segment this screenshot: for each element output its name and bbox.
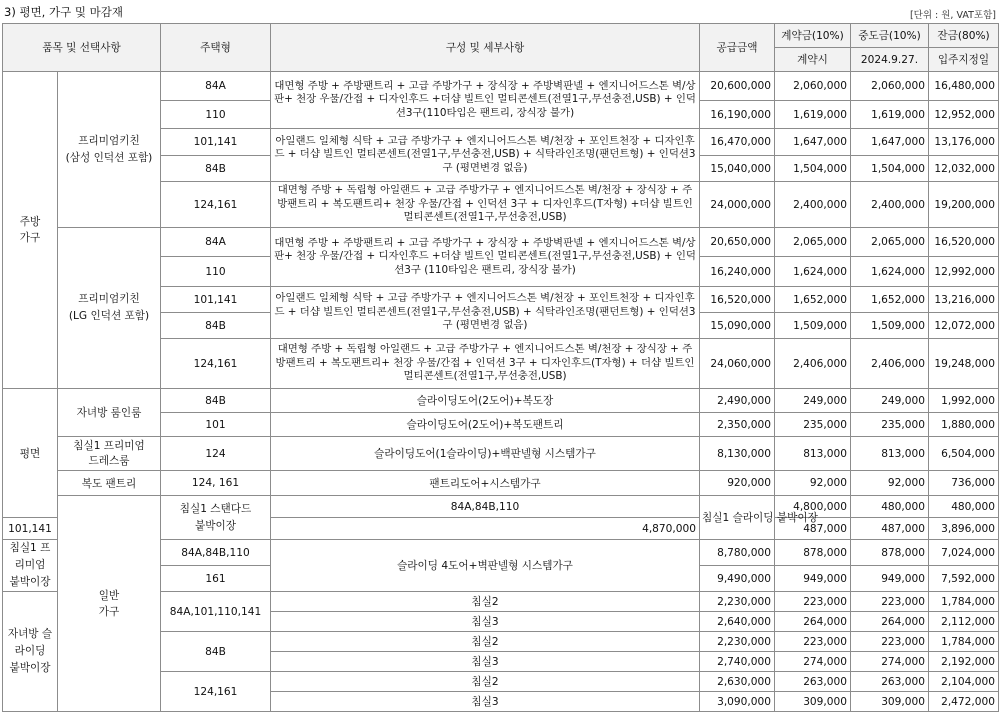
price-cell: 4,800,000 xyxy=(775,496,851,518)
header-detail: 구성 및 세부사항 xyxy=(271,24,700,72)
balance-cell: 7,024,000 xyxy=(929,540,999,566)
section-title: 3) 평면, 가구 및 마감재 xyxy=(4,5,123,19)
type-cell: 101,141 xyxy=(161,287,271,313)
contract-cell: 235,000 xyxy=(775,413,851,437)
header-item: 품목 및 선택사항 xyxy=(3,24,161,72)
header-type: 주택형 xyxy=(161,24,271,72)
table-row xyxy=(3,389,999,413)
detail-cell: 침실2 xyxy=(271,592,700,612)
price-cell: 2,490,000 xyxy=(700,389,775,413)
balance-cell: 12,072,000 xyxy=(929,313,999,339)
detail-cell: 슬라이딩도어(2도어)+복도팬트리 xyxy=(271,413,700,437)
price-cell: 920,000 xyxy=(700,471,775,496)
subgroup-lg: 프리미엄키친 (LG 인덕션 포함) xyxy=(58,228,161,389)
balance-cell: 6,504,000 xyxy=(929,437,999,471)
balance-cell: 12,952,000 xyxy=(929,101,999,129)
contract-cell: 949,000 xyxy=(775,566,851,592)
middle-cell: 813,000 xyxy=(851,437,929,471)
price-cell: 2,740,000 xyxy=(700,652,775,672)
balance-cell: 12,992,000 xyxy=(929,257,999,287)
contract-cell: 1,652,000 xyxy=(775,287,851,313)
balance-cell: 19,248,000 xyxy=(929,339,999,389)
balance-cell: 2,472,000 xyxy=(929,692,999,712)
price-cell: 2,630,000 xyxy=(700,672,775,692)
middle-cell: 878,000 xyxy=(851,540,929,566)
balance-cell: 13,176,000 xyxy=(929,129,999,156)
contract-cell: 2,065,000 xyxy=(775,228,851,257)
middle-cell: 949,000 xyxy=(851,566,929,592)
price-cell: 9,490,000 xyxy=(700,566,775,592)
price-cell: 8,130,000 xyxy=(700,437,775,471)
contract-cell: 878,000 xyxy=(775,540,851,566)
contract-cell: 1,509,000 xyxy=(775,313,851,339)
header-row xyxy=(3,24,999,48)
contract-cell: 223,000 xyxy=(775,632,851,652)
detail-cell: 슬라이딩도어(2도어)+복도장 xyxy=(271,389,700,413)
middle-cell: 92,000 xyxy=(851,471,929,496)
balance-cell: 16,480,000 xyxy=(929,72,999,101)
type-cell: 84B xyxy=(161,632,271,672)
detail-cell: 침실2 xyxy=(271,632,700,652)
balance-cell: 7,592,000 xyxy=(929,566,999,592)
price-cell: 20,650,000 xyxy=(700,228,775,257)
type-cell: 84A,101,110,141 xyxy=(161,592,271,632)
price-cell: 15,040,000 xyxy=(700,156,775,182)
balance-cell: 2,112,000 xyxy=(929,612,999,632)
middle-cell: 249,000 xyxy=(851,389,929,413)
table-row xyxy=(3,496,999,518)
price-table xyxy=(2,23,999,712)
balance-cell: 1,784,000 xyxy=(929,632,999,652)
detail-cell: 아일랜드 일체형 식탁 + 고급 주방가구 + 엔지니어드스톤 벽/천장 + 포인트천장 + 디자인후드 + 더샵 빌트인 멀티콘센트(전열1구,무선충전,USB) + 식탁라인조명(팬던트형) + 인덕션3구 (평면변경 없음) xyxy=(271,287,700,339)
price-cell: 16,470,000 xyxy=(700,129,775,156)
type-cell: 124 xyxy=(161,437,271,471)
middle-cell: 2,060,000 xyxy=(851,72,929,101)
contract-cell: 480,000 xyxy=(851,496,929,518)
contract-cell: 2,400,000 xyxy=(775,182,851,228)
detail-cell: 침실3 xyxy=(271,652,700,672)
middle-cell: 274,000 xyxy=(851,652,929,672)
contract-cell: 309,000 xyxy=(775,692,851,712)
middle-cell: 2,065,000 xyxy=(851,228,929,257)
middle-cell: 223,000 xyxy=(851,592,929,612)
detail-cell: 침실2 xyxy=(271,672,700,692)
middle-cell: 480,000 xyxy=(929,496,999,518)
type-cell: 101 xyxy=(161,413,271,437)
table-row xyxy=(3,228,999,257)
header-middle: 중도금(10%) xyxy=(851,24,929,48)
type-cell: 161 xyxy=(161,566,271,592)
middle-cell: 1,619,000 xyxy=(851,101,929,129)
subgroup-samsung: 프리미엄키친 (삼성 인덕션 포함) xyxy=(58,72,161,228)
detail-cell: 대면형 주방 + 독립형 아일랜드 + 고급 주방가구 + 엔지니어드스톤 벽/천장 + 장식장 + 주방팬트리 + 복도팬트리+ 천장 우물/간접 + 인덕션 3구 + 디자인후드(T자형) +더샵 빌트인 멀티콘센트(전열1구,무선충전,USB) xyxy=(271,182,700,228)
type-cell: 124,161 xyxy=(161,182,271,228)
detail-cell: 슬라이딩 4도어+벽판넬형 시스템가구 xyxy=(271,540,700,592)
balance-cell: 736,000 xyxy=(929,471,999,496)
price-cell: 24,060,000 xyxy=(700,339,775,389)
price-cell: 16,520,000 xyxy=(700,287,775,313)
type-cell: 110 xyxy=(161,101,271,129)
middle-cell: 1,624,000 xyxy=(851,257,929,287)
subgroup-kids-room: 자녀방 룸인룸 xyxy=(58,389,161,437)
price-cell: 2,230,000 xyxy=(700,632,775,652)
price-cell: 4,870,000 xyxy=(271,518,700,540)
contract-cell: 1,647,000 xyxy=(775,129,851,156)
contract-cell: 92,000 xyxy=(775,471,851,496)
balance-cell: 12,032,000 xyxy=(929,156,999,182)
subgroup-hall-pantry: 복도 팬트리 xyxy=(58,471,161,496)
price-cell: 3,090,000 xyxy=(700,692,775,712)
contract-cell: 1,504,000 xyxy=(775,156,851,182)
subgroup-kids-slide: 자녀방 슬라이딩 붙박이장 xyxy=(3,592,58,712)
subgroup-bed1-dress: 침실1 프리미엄 드레스룸 xyxy=(58,437,161,471)
header-balance: 잔금(80%) xyxy=(929,24,999,48)
type-cell: 84B xyxy=(161,389,271,413)
detail-cell: 침실3 xyxy=(271,692,700,712)
type-cell: 101,141 xyxy=(3,518,58,540)
type-cell: 124,161 xyxy=(161,672,271,712)
type-cell: 124,161 xyxy=(161,339,271,389)
detail-cell: 팬트리도어+시스템가구 xyxy=(271,471,700,496)
table-row xyxy=(3,437,999,471)
price-cell: 15,090,000 xyxy=(700,313,775,339)
contract-cell: 249,000 xyxy=(775,389,851,413)
balance-cell: 13,216,000 xyxy=(929,287,999,313)
balance-cell: 2,104,000 xyxy=(929,672,999,692)
contract-cell: 487,000 xyxy=(775,518,851,540)
type-cell: 110 xyxy=(161,257,271,287)
balance-cell: 1,992,000 xyxy=(929,389,999,413)
balance-cell: 2,192,000 xyxy=(929,652,999,672)
type-cell: 124, 161 xyxy=(161,471,271,496)
contract-cell: 1,619,000 xyxy=(775,101,851,129)
price-cell: 20,600,000 xyxy=(700,72,775,101)
middle-cell: 1,509,000 xyxy=(851,313,929,339)
middle-cell: 1,504,000 xyxy=(851,156,929,182)
header-middle-date: 2024.9.27. xyxy=(851,48,929,72)
contract-cell: 263,000 xyxy=(775,672,851,692)
group-plan: 평면 xyxy=(3,389,58,518)
middle-cell: 2,400,000 xyxy=(851,182,929,228)
detail-cell: 슬라이딩도어(1슬라이딩)+백판넬형 시스템가구 xyxy=(271,437,700,471)
type-cell: 84A xyxy=(161,228,271,257)
middle-cell: 264,000 xyxy=(851,612,929,632)
price-cell: 16,190,000 xyxy=(700,101,775,129)
contract-cell: 223,000 xyxy=(775,592,851,612)
type-cell: 84A xyxy=(161,72,271,101)
type-cell: 101,141 xyxy=(161,129,271,156)
subgroup-bed1-prem: 침실1 프리미엄 붙박이장 xyxy=(3,540,58,592)
group-furniture: 일반 가구 xyxy=(58,496,161,712)
price-cell: 2,230,000 xyxy=(700,592,775,612)
middle-cell: 309,000 xyxy=(851,692,929,712)
detail-cell: 아일랜드 일체형 식탁 + 고급 주방가구 + 엔지니어드스톤 벽/천장 + 포인트천장 + 디자인후드 + 더샵 빌트인 멀티콘센트(전열1구,무선충전,USB) + 식탁라인조명(팬던트형) + 인덕션3구 (평면변경 없음) xyxy=(271,129,700,182)
balance-cell: 1,784,000 xyxy=(929,592,999,612)
contract-cell: 1,624,000 xyxy=(775,257,851,287)
balance-cell: 3,896,000 xyxy=(929,518,999,540)
header-contract-when: 계약시 xyxy=(775,48,851,72)
middle-cell: 2,406,000 xyxy=(851,339,929,389)
balance-cell: 1,880,000 xyxy=(929,413,999,437)
type-cell: 84A,84B,110 xyxy=(271,496,700,518)
price-cell: 24,000,000 xyxy=(700,182,775,228)
middle-cell: 1,652,000 xyxy=(851,287,929,313)
detail-cell: 대면형 주방 + 독립형 아일랜드 + 고급 주방가구 + 엔지니어드스톤 벽/천장 + 장식장 + 주방팬트리 + 복도팬트리+ 천장 우물/간접 + 인덕션 3구 + 디자인후드(T자형) + 더샵 빌트인 멀티콘센트(전열1구,무선충전,USB) xyxy=(271,339,700,389)
type-cell: 84B xyxy=(161,156,271,182)
contract-cell: 274,000 xyxy=(775,652,851,672)
header-contract: 계약금(10%) xyxy=(775,24,851,48)
price-cell: 16,240,000 xyxy=(700,257,775,287)
table-row xyxy=(3,72,999,101)
type-cell: 84A,84B,110 xyxy=(161,540,271,566)
price-cell: 2,640,000 xyxy=(700,612,775,632)
table-row xyxy=(3,471,999,496)
middle-cell: 263,000 xyxy=(851,672,929,692)
detail-cell: 침실3 xyxy=(271,612,700,632)
unit-note: [단위 : 원, VAT포함] xyxy=(909,10,996,21)
group-kitchen: 주방 가구 xyxy=(3,72,58,389)
price-cell: 8,780,000 xyxy=(700,540,775,566)
detail-cell: 대면형 주방 + 주방팬트리 + 고급 주방가구 + 장식장 + 주방벽판넬 + 엔지니어드스톤 벽/상판+ 천장 우물/간접 + 디자인후드 +더샵 빌트인 멀티콘센트(전열1구,무선충전,USB) + 인덕션3구(110타입은 팬트리, 장식장 불가) xyxy=(271,72,700,129)
middle-cell: 487,000 xyxy=(851,518,929,540)
balance-cell: 16,520,000 xyxy=(929,228,999,257)
detail-cell: 침실1 슬라이딩 붙박이장 xyxy=(700,496,775,540)
middle-cell: 235,000 xyxy=(851,413,929,437)
contract-cell: 813,000 xyxy=(775,437,851,471)
type-cell: 84B xyxy=(161,313,271,339)
subgroup-bed1-std: 침실1 스탠다드 붙박이장 xyxy=(161,496,271,540)
price-cell: 2,350,000 xyxy=(700,413,775,437)
contract-cell: 2,406,000 xyxy=(775,339,851,389)
middle-cell: 223,000 xyxy=(851,632,929,652)
contract-cell: 264,000 xyxy=(775,612,851,632)
detail-cell: 대면형 주방 + 주방팬트리 + 고급 주방가구 + 장식장 + 주방벽판넬 + 엔지니어드스톤 벽/상판+ 천장 우물/간접 + 디자인후드 +더샵 빌트인 멀티콘센트(전열1구,무선충전,USB) + 인덕션3구 (110타입은 팬트리, 장식장 불가) xyxy=(271,228,700,287)
middle-cell: 1,647,000 xyxy=(851,129,929,156)
header-price: 공급금액 xyxy=(700,24,775,72)
header-balance-when: 입주지정일 xyxy=(929,48,999,72)
contract-cell: 2,060,000 xyxy=(775,72,851,101)
balance-cell: 19,200,000 xyxy=(929,182,999,228)
